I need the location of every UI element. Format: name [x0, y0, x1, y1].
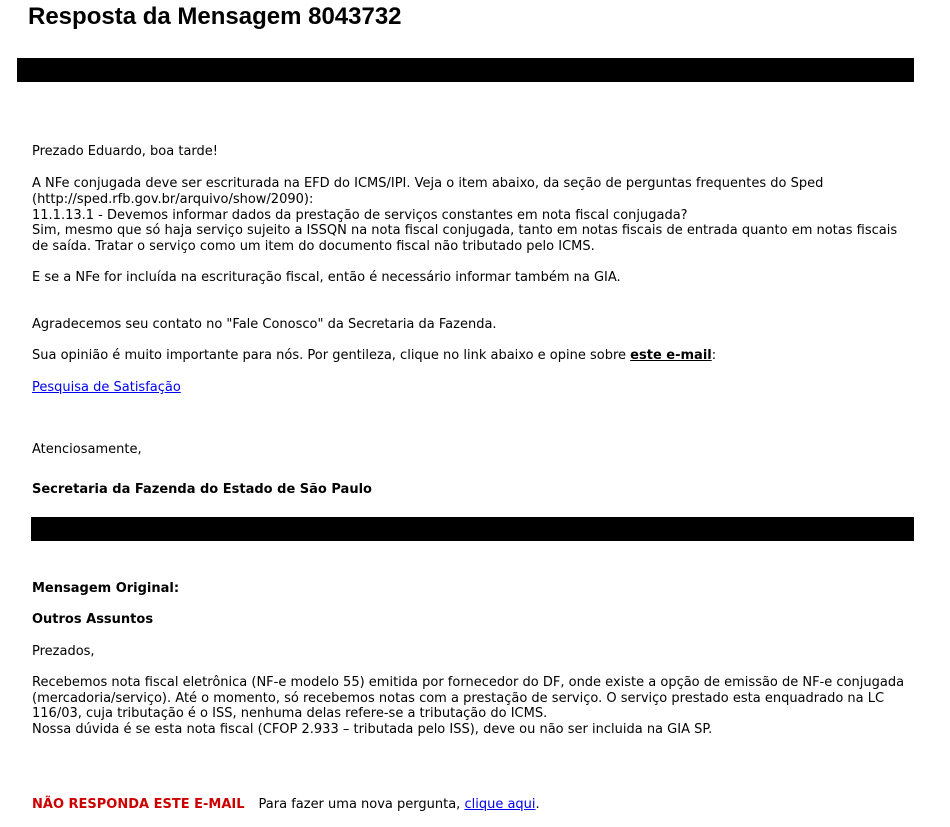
- no-reply-warning: NÃO RESPONDA ESTE E-MAIL: [32, 797, 245, 812]
- click-here-link[interactable]: clique aqui: [464, 797, 536, 812]
- reply-line: Sim, mesmo que só haja serviço sujeito a ISSQN na nota fiscal conjugada, tanto em notas fiscais de entrada quanto em notas fiscais: [32, 223, 898, 238]
- reply-paragraph-2: E se a NFe for incluída na escrituração fiscal, então é necessário informar também na GIA.: [32, 270, 621, 285]
- footer-row: [32, 797, 540, 813]
- reply-line: de saída. Tratar o serviço como um item do documento fiscal não tributado pelo ICMS.: [32, 239, 595, 254]
- original-line: 116/03, cuja tributação é o ISS, nenhuma delas refere-se a tributação do ICMS.: [32, 706, 548, 721]
- opinion-emphasis: este e-mail: [630, 348, 712, 363]
- original-line: Recebemos nota fiscal eletrônica (NF-e modelo 55) emitida por fornecedor do DF, onde existe a opção de emissão de NF-e conjugada: [32, 675, 905, 690]
- original-message-heading: Mensagem Original:: [32, 581, 180, 596]
- thanks-text: Agradecemos seu contato no "Fale Conosco" da Secretaria da Fazenda.: [32, 317, 497, 332]
- greeting: Prezado Eduardo, boa tarde!: [32, 144, 218, 159]
- opinion-prefix: Sua opinião é muito importante para nós. Por gentileza, clique no link abaixo e opine sobre: [32, 348, 631, 363]
- page-title: Resposta da Mensagem 8043732: [28, 3, 402, 30]
- survey-link-row: [32, 380, 181, 396]
- original-subject: Outros Assuntos: [32, 612, 154, 627]
- opinion-suffix: :: [711, 348, 717, 363]
- opinion-text: [32, 348, 716, 364]
- original-line: Nossa dúvida é se esta nota fiscal (CFOP 2.933 – tributada pelo ISS), deve ou não ser incluida na GIA SP.: [32, 722, 713, 737]
- signature: Secretaria da Fazenda do Estado de São Paulo: [32, 482, 372, 497]
- reply-line: 11.1.13.1 - Devemos informar dados da prestação de serviços constantes em nota fiscal conjugada?: [32, 208, 688, 223]
- section-divider-bar: [31, 517, 914, 541]
- original-salutation: Prezados,: [32, 644, 95, 659]
- survey-link[interactable]: Pesquisa de Satisfação: [32, 380, 181, 395]
- footer-period: .: [535, 797, 540, 812]
- original-line: (mercadoria/serviço). Até o momento, só recebemos notas com a prestação de serviço. O serviço prestado esta enquadrado na LC: [32, 691, 885, 706]
- header-divider-bar: [17, 58, 914, 82]
- reply-line: A NFe conjugada deve ser escriturada na EFD do ICMS/IPI. Veja o item abaixo, da seção de perguntas frequentes do Sped: [32, 176, 824, 191]
- reply-line: (http://sped.rfb.gov.br/arquivo/show/2090):: [32, 192, 314, 207]
- new-question-text: Para fazer uma nova pergunta,: [258, 797, 465, 812]
- closing-text: Atenciosamente,: [32, 442, 142, 457]
